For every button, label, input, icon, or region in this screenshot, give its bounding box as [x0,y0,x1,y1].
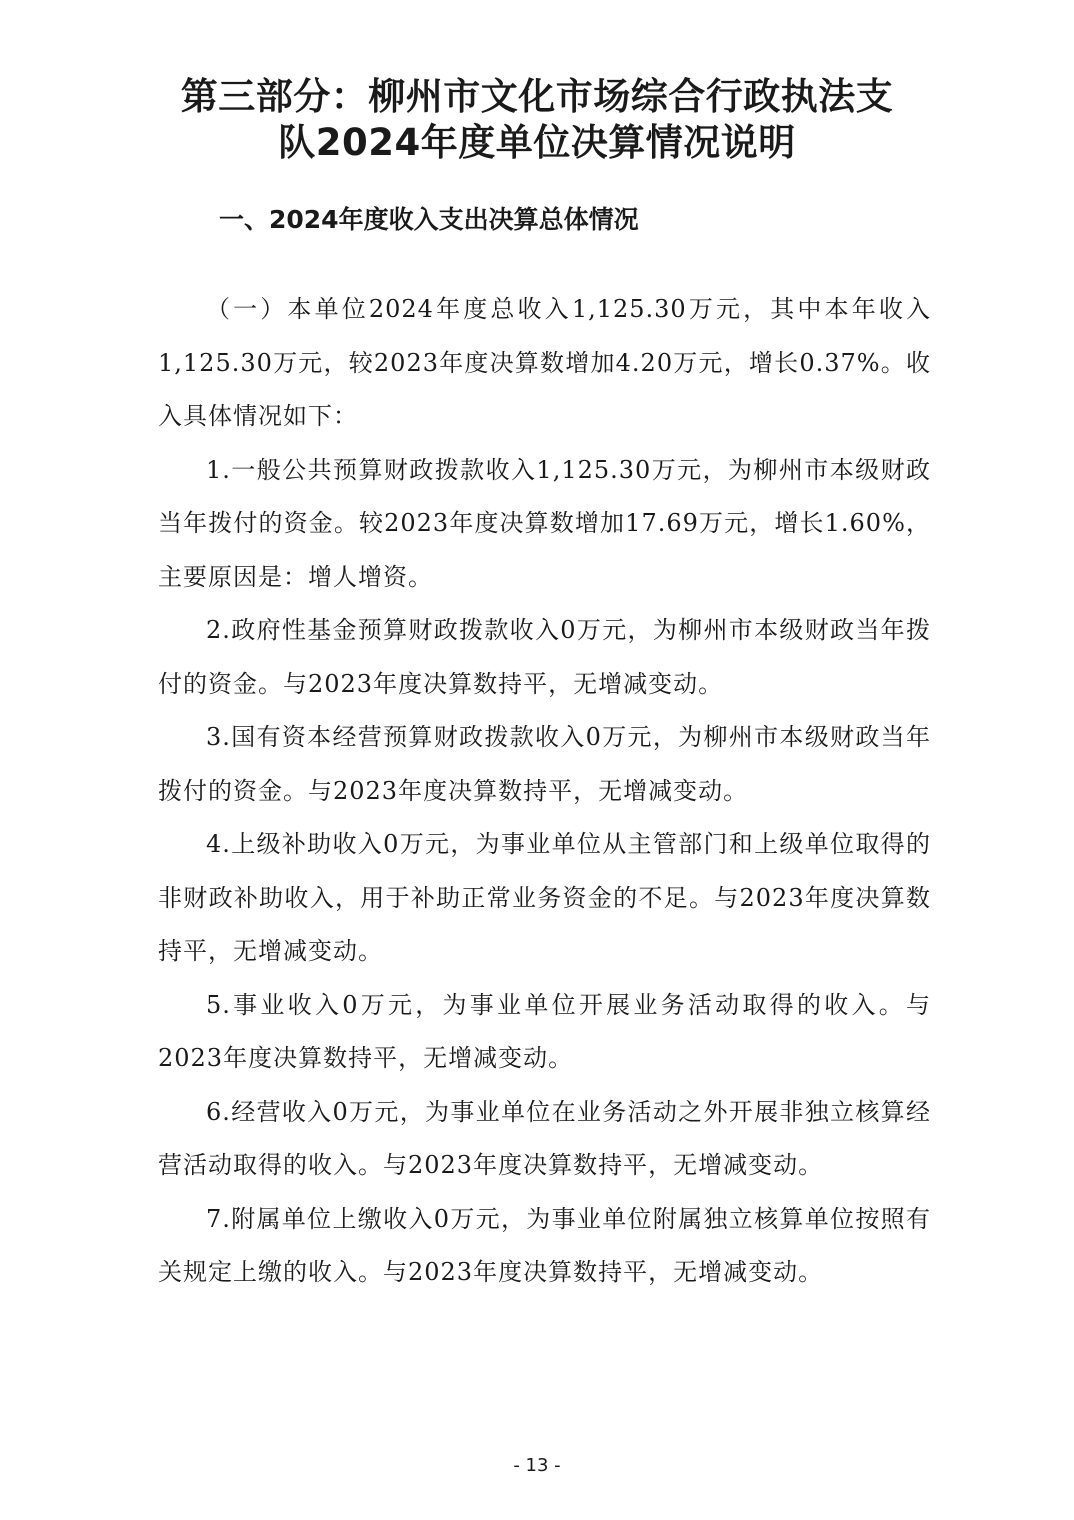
document-title-line-2: 队2024年度单位决算情况说明 [278,121,796,164]
paragraph-affiliated-unit-income: 7.附属单位上缴收入0万元，为事业单位附属独立核算单位按照有关规定上缴的收入。与2023年度决算数持平，无增减变动。 [158,1204,931,1286]
document-title-line-1: 第三部分：柳州市文化市场综合行政执法支 [180,75,894,118]
paragraph-operating-income: 6.经营收入0万元，为事业单位在业务活动之外开展非独立核算经营活动取得的收入。与2023年度决算数持平，无增减变动。 [158,1097,931,1179]
page-number: - 13 - [513,1455,561,1476]
paragraph-general-budget-income: 1.一般公共预算财政拨款收入1,125.30万元，为柳州市本级财政当年拨付的资金。较2023年度决算数增加17.69万元，增长1.60%，主要原因是：增人增资。 [158,455,931,591]
paragraph-state-capital-income: 3.国有资本经营预算财政拨款收入0万元，为柳州市本级财政当年拨付的资金。与2023年度决算数持平，无增减变动。 [158,723,931,805]
paragraph-government-fund-income: 2.政府性基金预算财政拨款收入0万元，为柳州市本级财政当年拨付的资金。与2023年度决算数持平，无增减变动。 [158,616,931,698]
document-title [120,74,954,166]
document-body [158,283,931,1300]
paragraph-superior-subsidy-income: 4.上级补助收入0万元，为事业单位从主管部门和上级单位取得的非财政补助收入，用于补助正常业务资金的不足。与2023年度决算数持平，无增减变动。 [158,830,931,965]
paragraph-total-income: （一）本单位2024年度总收入1,125.30万元，其中本年收入1,125.30万元，较2023年度决算数增加4.20万元，增长0.37%。收入具体情况如下： [158,295,931,430]
section-heading: 一、2024年度收入支出决算总体情况 [219,205,639,234]
paragraph-business-income: 5.事业收入0万元，为事业单位开展业务活动取得的收入。与2023年度决算数持平，无增减变动。 [158,990,931,1072]
